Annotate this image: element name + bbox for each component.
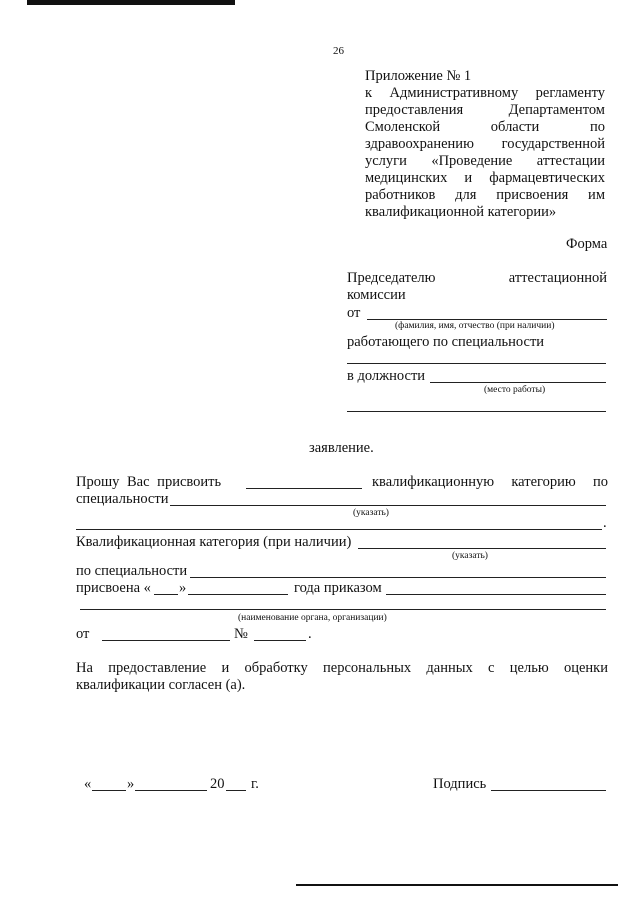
position-field[interactable] [430,382,606,383]
assigned-quote-close: » [179,580,187,596]
by-specialty-field[interactable] [190,577,606,578]
appendix-line: работников для присвоения им [365,187,605,203]
date-day-field[interactable] [92,790,126,791]
specialty-field-body[interactable] [170,505,606,506]
appendix-line: к Административному регламенту [365,85,605,101]
from-label: от [347,305,361,321]
specialty-label: работающего по специальности [347,334,545,350]
assigned-label: присвоена « [76,580,151,596]
trailing-dot: . [603,515,607,531]
page-number: 26 [333,45,344,57]
date-quote-open: « [84,776,92,792]
year-order-label: года приказом [294,580,382,596]
organization-field[interactable] [80,609,606,610]
date-month-field[interactable] [135,790,207,791]
by-specialty-label: по специальности [76,563,188,579]
year-prefix: 20 [210,776,225,792]
appendix-line: Смоленской области по [365,119,605,135]
date-quote-close: » [127,776,135,792]
from-name-field[interactable] [367,319,607,320]
scan-edge-mark-bottom [296,884,618,886]
appendix-line: квалификационной категории» [365,204,557,220]
position-label: в должности [347,368,426,384]
assigned-month-field[interactable] [188,594,288,595]
appendix-title: Приложение № 1 [365,68,472,84]
signature-label: Подпись [433,776,487,792]
request-text-part2: квалификационную категорию по [372,474,608,490]
existing-category-label: Квалификационная категория (при наличии) [76,534,352,550]
consent-line-2: квалификации согласен (а). [76,677,246,693]
order-number-field[interactable] [254,640,306,641]
addressee-line2: комиссии [347,287,406,303]
appendix-line: услуги «Проведение аттестации [365,153,605,169]
appendix-line: медицинских и фармацевтических [365,170,605,186]
addressee-line1: Председателю аттестационной [347,270,607,286]
appendix-line: здравоохранению государственной [365,136,605,152]
workplace-field[interactable] [347,411,606,412]
order-date-field[interactable] [102,640,230,641]
form-label: Форма [566,236,608,252]
number-dot: . [308,626,312,642]
number-label: № [234,626,248,642]
scan-edge-mark [27,0,235,5]
specialty-field-body-cont[interactable] [76,529,602,530]
category-field[interactable] [246,488,362,489]
appendix-line: предоставления Департаментом [365,102,605,118]
year-suffix: г. [251,776,259,792]
specialty-label-body: специальности [76,491,169,507]
specify-hint-2: (указать) [452,551,488,561]
order-field[interactable] [386,594,606,595]
workplace-hint: (место работы) [484,385,546,395]
specify-hint: (указать) [353,508,389,518]
statement-title: заявление. [309,440,374,456]
org-hint: (наименование органа, организации) [238,613,387,623]
existing-category-field[interactable] [358,548,606,549]
specialty-field[interactable] [347,363,606,364]
request-text-part1: Прошу Вас присвоить [76,474,222,490]
assigned-day-field[interactable] [154,594,178,595]
from-hint: (фамилия, имя, отчество (при наличии) [395,321,555,331]
consent-line-1: На предоставление и обработку персональных данных с целью оценки [76,660,608,676]
signature-field[interactable] [491,790,606,791]
date-from-label: от [76,626,90,642]
date-year-field[interactable] [226,790,246,791]
